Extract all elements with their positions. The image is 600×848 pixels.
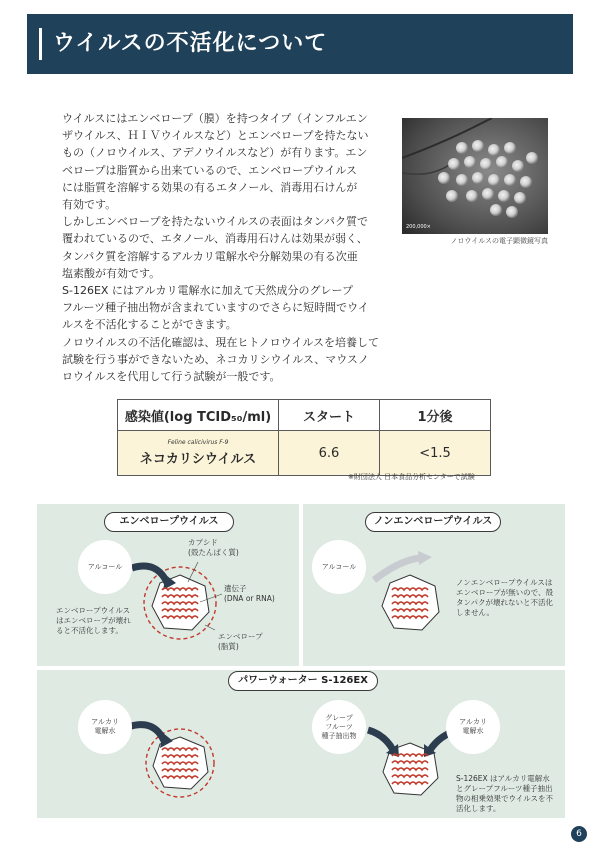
- gene-label: 遺伝子 (DNA or RNA): [224, 584, 275, 603]
- alkaline-bubble-right: アルカリ 電解水: [446, 700, 500, 754]
- start-value: 6.6: [279, 431, 380, 476]
- panel3-note: S-126EX はアルカリ電解水 とグレープフルーツ種子抽出 物の相乗効果でウイルスを不 活化します。: [456, 774, 554, 813]
- envelope-label: エンベロープ (脂質): [218, 632, 263, 651]
- body-line: 覆われているので、エタノール、消毒用石けんは効果が弱く、: [62, 232, 368, 246]
- alkaline-bubble-left: アルカリ 電解水: [78, 700, 132, 754]
- after-value: <1.5: [380, 431, 491, 476]
- page-title: ウイルスの不活化について: [53, 31, 328, 56]
- grapefruit-bubble: グレープ フルーツ 種子抽出物: [312, 700, 366, 754]
- body-line: ルスを不活化することができます。: [62, 318, 237, 332]
- alcohol-bubble-2: アルコール: [312, 540, 366, 594]
- header-after-1min: 1分後: [380, 400, 491, 431]
- body-line: ザウイルス、ＨＩＶウイルスなど）とエンベロープを持たない: [62, 129, 369, 143]
- body-line: 塩素酸が有効です。: [62, 266, 161, 280]
- pill-non-envelope-virus: ノンエンベロープウイルス: [365, 512, 501, 532]
- body-line: タンパク質を溶解するアルカリ電解水や分解効果の有る次亜: [62, 249, 358, 263]
- body-line: ウイルスにはエンベロープ（膜）を持つタイプ（インフルエン: [62, 112, 368, 125]
- table-footnote: ※財団法人 日本食品分析センターで試験: [348, 473, 475, 481]
- pill-envelope-virus: エンベロープウイルス: [104, 512, 234, 532]
- scale-label: 200,000×: [406, 224, 431, 230]
- capsid-label: カプシド (殻たんぱく質): [188, 538, 239, 557]
- body-line: ロウイルスを代用して行う試験が一般です。: [62, 370, 281, 384]
- body-line: 試験を行う事ができないため、ネコカリシウイルス、マウスノ: [62, 352, 369, 366]
- header-infection-titer: 感染値(log TCID₅₀/ml): [118, 400, 279, 431]
- body-line: もの（ノロウイルス、アデノウイルスなど）が有ります。エン: [62, 146, 368, 160]
- body-line: フルーツ種子抽出物が含まれていますのでさらに短時間でウイ: [62, 301, 369, 315]
- page-number: 6: [571, 826, 587, 842]
- body-line: 有効です。: [62, 198, 117, 212]
- virus-latin-name: Feline calicivirus F-9: [167, 439, 229, 446]
- body-line: には脂質を溶解する効果の有るエタノール、消毒用石けんが: [62, 180, 358, 194]
- body-line: しかしエンベロープを持たないウイルスの表面はタンパク質で: [62, 215, 369, 229]
- pill-power-water: パワーウォーター S-126EX: [228, 671, 378, 691]
- body-line: ノロウイルスの不活化確認は、現在ヒトノロウイルスを培養して: [62, 335, 380, 349]
- body-line: ベロープは脂質から出来ているので、エンベロープウイルス: [62, 163, 358, 177]
- panel2-note: ノンエンベロープウイルスは エンベロープが無いので、殻 タンパクが壊れないと不活化 しません。: [456, 578, 553, 617]
- body-line: S-126EX にはアルカリ電解水に加えて天然成分のグレープ: [62, 284, 353, 298]
- header-start: スタート: [279, 400, 380, 431]
- alcohol-bubble-1: アルコール: [78, 540, 132, 594]
- photo-caption: ノロウイルスの電子顕微鏡写真: [450, 237, 548, 245]
- panel1-note: エンベロープウイルス はエンベロープが壊れ ると不活化します。: [56, 606, 131, 635]
- virus-name: ネコカリシウイルス: [139, 452, 257, 467]
